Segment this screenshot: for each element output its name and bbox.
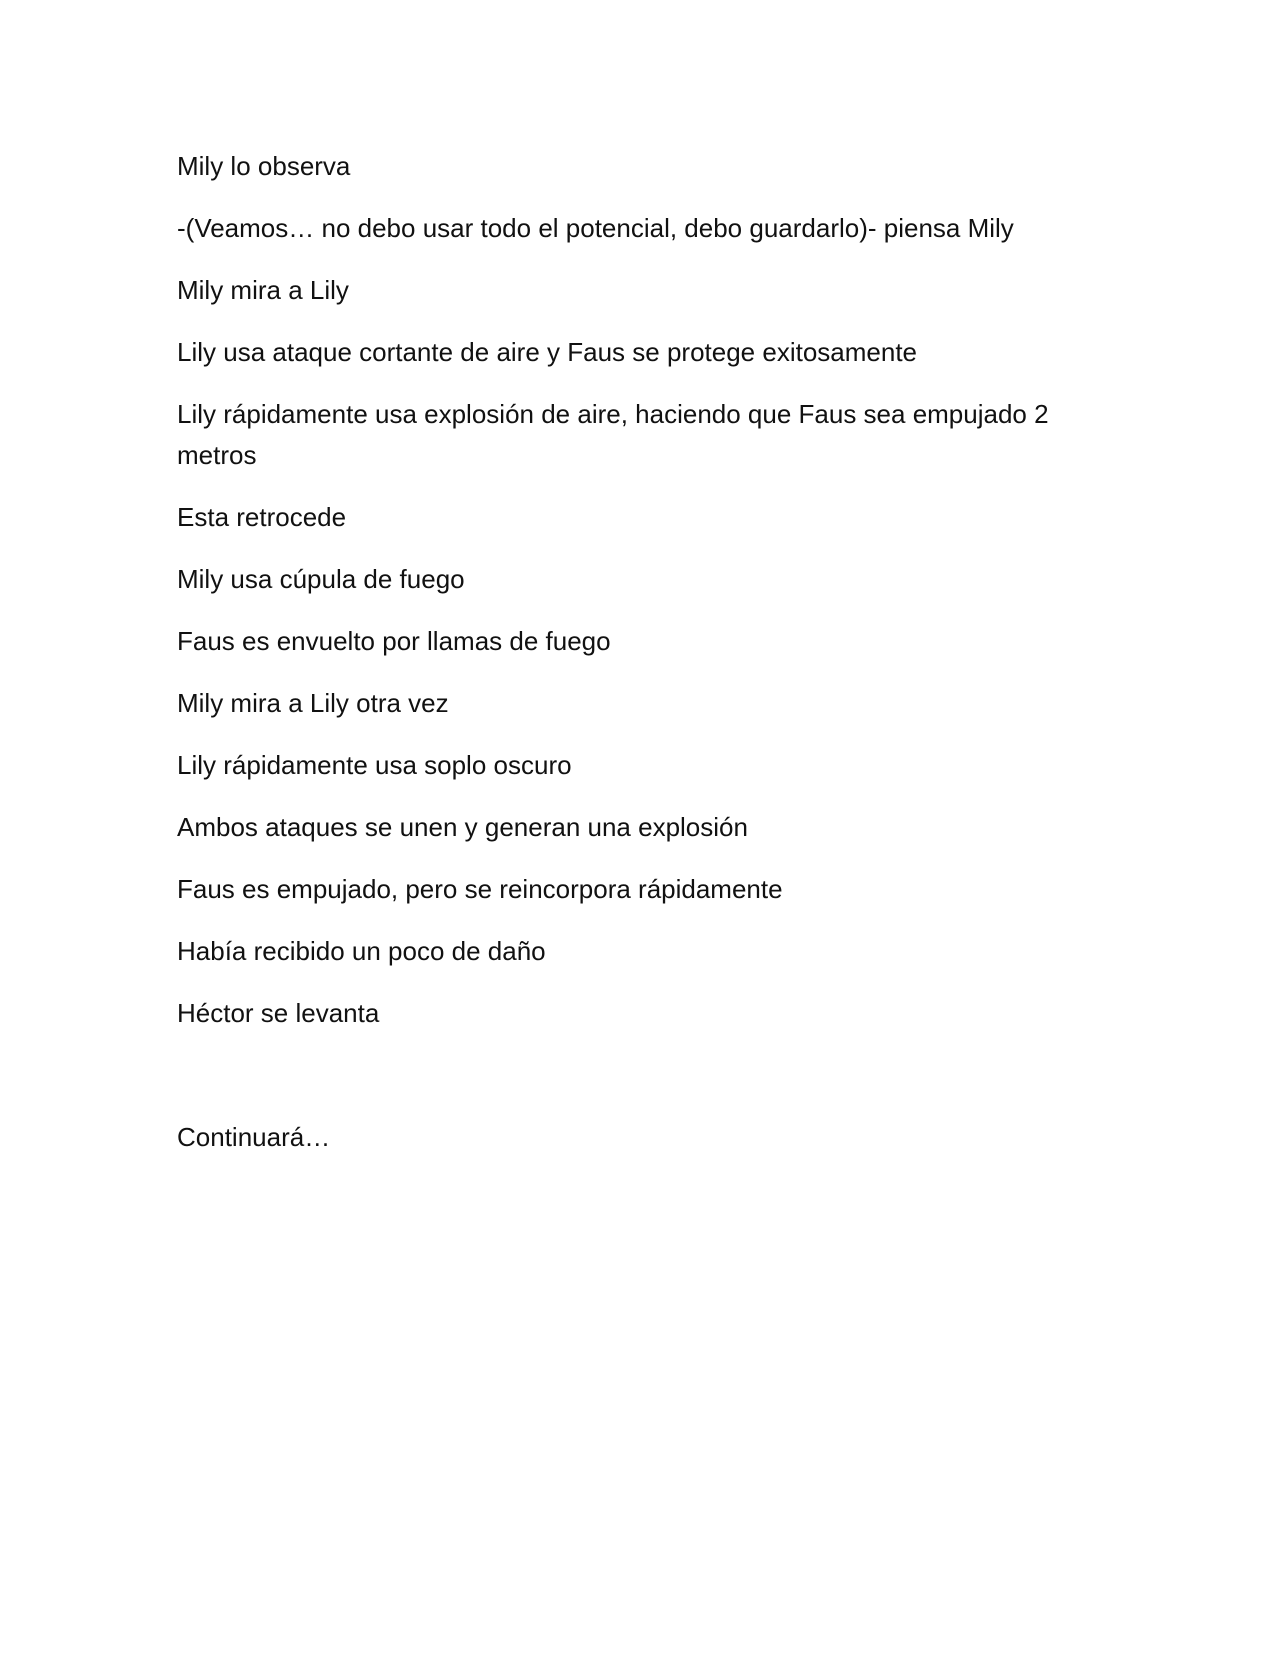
paragraph-14: Héctor se levanta (177, 998, 380, 1028)
paragraph-8: Faus es envuelto por llamas de fuego (177, 626, 611, 656)
paragraph-13: Había recibido un poco de daño (177, 936, 546, 966)
paragraph-12: Faus es empujado, pero se reincorpora rápidamente (177, 874, 783, 904)
blank-line (177, 1055, 1077, 1117)
document-body (177, 146, 1077, 1179)
paragraph-2: -(Veamos… no debo usar todo el potencial, debo guardarlo)- piensa Mily (177, 213, 1014, 243)
paragraph-5: Lily rápidamente usa explosión de aire, haciendo que Faus sea empujado 2 metros (177, 399, 1049, 470)
paragraph-11: Ambos ataques se unen y generan una explosión (177, 812, 748, 842)
paragraph-4: Lily usa ataque cortante de aire y Faus se protege exitosamente (177, 337, 917, 367)
paragraph-7: Mily usa cúpula de fuego (177, 564, 465, 594)
paragraph-9: Mily mira a Lily otra vez (177, 688, 449, 718)
paragraph-6: Esta retrocede (177, 502, 347, 532)
paragraph-10: Lily rápidamente usa soplo oscuro (177, 750, 572, 780)
paragraph-3: Mily mira a Lily (177, 275, 349, 305)
paragraph-1: Mily lo observa (177, 151, 351, 181)
closing-line: Continuará… (177, 1122, 331, 1152)
